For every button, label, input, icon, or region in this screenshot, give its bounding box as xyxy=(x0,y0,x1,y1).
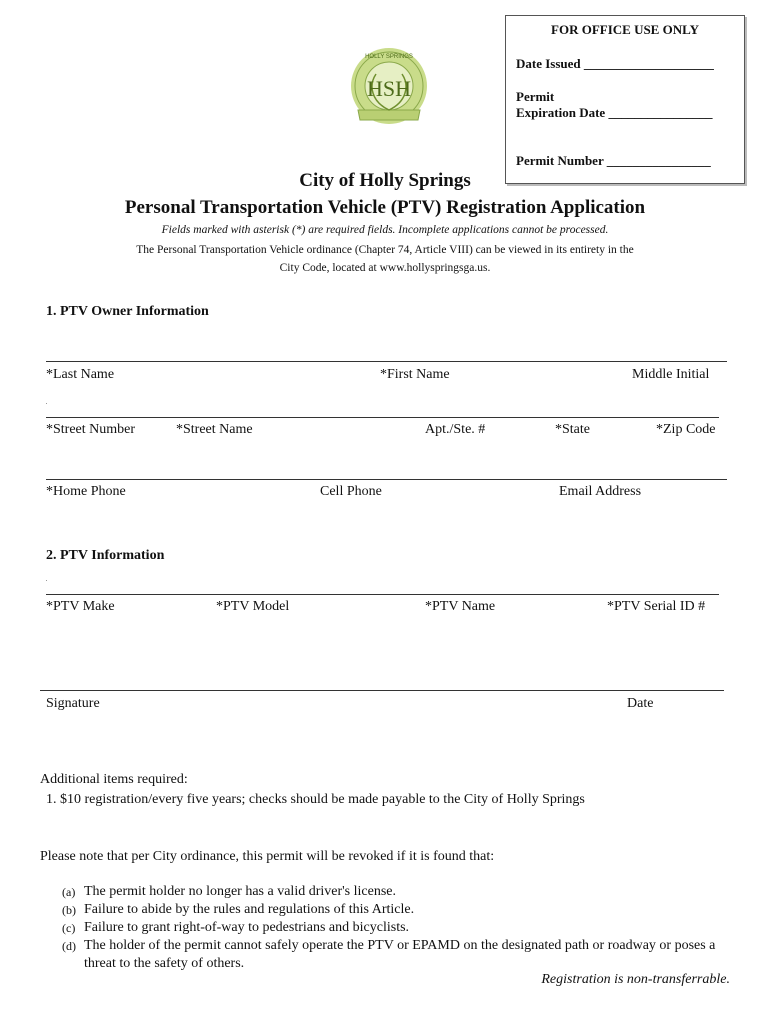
ptv-row-line[interactable] xyxy=(46,594,719,595)
form-title: Personal Transportation Vehicle (PTV) Registration Application xyxy=(124,197,646,218)
additional-item-1: 1. $10 registration/every five years; checks should be made payable to the City of Holly Springs xyxy=(46,792,585,807)
address-row-line[interactable] xyxy=(46,417,719,418)
seal-monogram: HSH xyxy=(366,76,412,101)
contact-row-line[interactable] xyxy=(46,479,727,480)
middle-initial-label: Middle Initial xyxy=(632,367,710,382)
revocation-intro: Please note that per City ordinance, this permit will be revoked if it is found that: xyxy=(40,849,495,864)
city-seal-logo xyxy=(348,46,430,132)
list-marker: (a) xyxy=(62,885,76,899)
apt-label: Apt./Ste. # xyxy=(425,422,486,437)
cell-phone-label: Cell Phone xyxy=(320,484,382,499)
revocation-list xyxy=(62,883,734,973)
non-transferrable-note: Registration is non-transferrable. xyxy=(541,972,730,987)
stray-mark-2 xyxy=(46,580,47,581)
ordinance-note-line2: City Code, located at www.hollyspringsga.us. xyxy=(279,262,491,274)
street-number-label: *Street Number xyxy=(46,422,136,437)
seal-top-text: HOLLY SPRINGS xyxy=(365,54,413,60)
last-name-label: *Last Name xyxy=(46,367,115,382)
list-item-text: The permit holder no longer has a valid driver's license. xyxy=(84,884,396,899)
office-use-title: FOR OFFICE USE ONLY xyxy=(551,22,699,37)
permit-number-field: Permit Number ________________ xyxy=(516,153,711,168)
additional-items-heading: Additional items required: xyxy=(40,772,188,787)
list-marker: (b) xyxy=(62,903,76,917)
ptv-model-label: *PTV Model xyxy=(216,599,290,614)
zip-code-label: *Zip Code xyxy=(656,422,716,437)
list-item-text: Failure to grant right-of-way to pedestrians and bicyclists. xyxy=(84,920,410,935)
ptv-name-label: *PTV Name xyxy=(425,599,496,614)
expiration-date-field: Expiration Date ________________ xyxy=(516,105,713,120)
ptv-make-label: *PTV Make xyxy=(46,599,115,614)
office-use-box xyxy=(505,15,745,184)
list-marker: (d) xyxy=(62,939,76,953)
owner-section-heading: 1. PTV Owner Information xyxy=(46,304,209,319)
ordinance-note-line1: The Personal Transportation Vehicle ordinance (Chapter 74, Article VIII) can be viewed in its entirety in the xyxy=(136,244,634,256)
signature-label: Signature xyxy=(46,696,100,711)
list-item xyxy=(62,901,734,919)
date-issued-field: Date Issued ____________________ xyxy=(516,56,714,71)
ptv-serial-label: *PTV Serial ID # xyxy=(607,599,706,614)
required-fields-note: Fields marked with asterisk (*) are required fields. Incomplete applications cannot be processed. xyxy=(161,224,609,236)
street-name-label: *Street Name xyxy=(176,422,253,437)
list-item xyxy=(62,919,734,937)
list-item-text: Failure to abide by the rules and regulations of this Article. xyxy=(84,902,415,917)
home-phone-label: *Home Phone xyxy=(46,484,126,499)
signature-line[interactable] xyxy=(40,690,724,691)
name-row-line[interactable] xyxy=(46,361,727,362)
city-name-heading: City of Holly Springs xyxy=(299,170,471,191)
ordinance-note xyxy=(0,241,770,277)
email-address-label: Email Address xyxy=(559,484,642,499)
list-marker: (c) xyxy=(62,921,76,935)
state-label: *State xyxy=(555,422,590,437)
first-name-label: *First Name xyxy=(380,367,450,382)
list-item xyxy=(62,883,734,901)
list-item-text: The holder of the permit cannot safely operate the PTV or EPAMD on the designated path or roadway or poses a threat to the safety of others. xyxy=(84,938,716,971)
list-item xyxy=(62,937,734,973)
ptv-section-heading: 2. PTV Information xyxy=(46,548,165,563)
stray-mark xyxy=(46,403,47,404)
permit-label: Permit xyxy=(516,89,555,104)
date-label: Date xyxy=(627,696,654,711)
